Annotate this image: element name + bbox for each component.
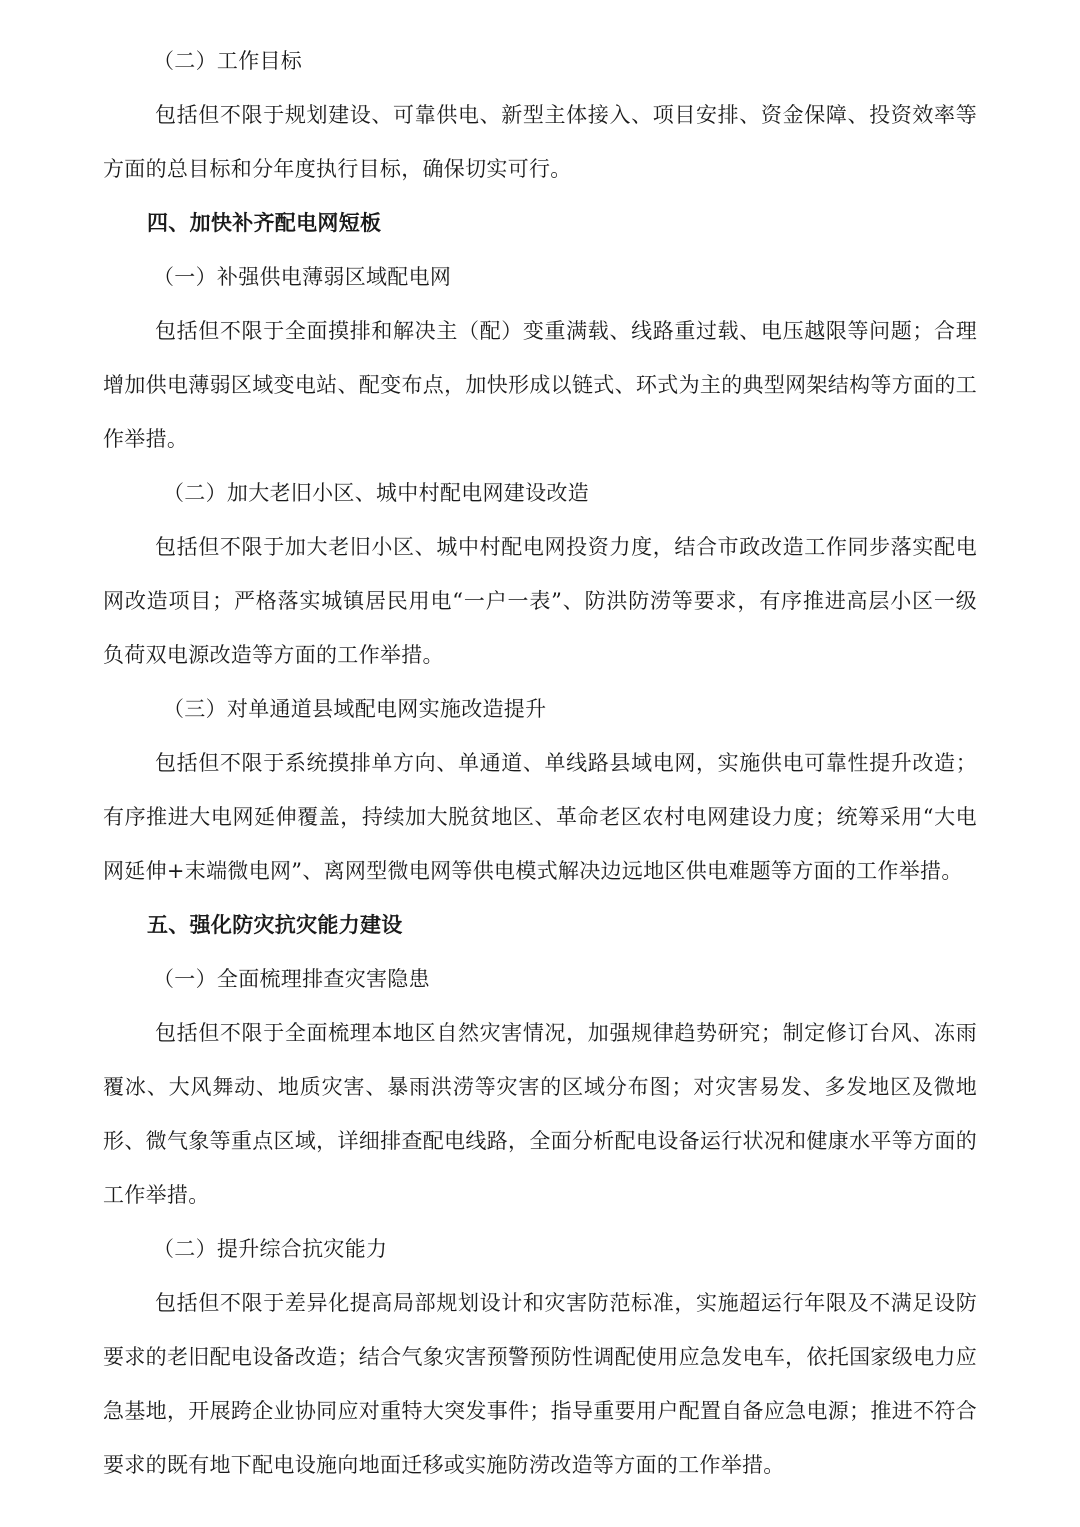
subsection-heading-old-communities: （二）加大老旧小区、城中村配电网建设改造 xyxy=(163,481,589,505)
subsection-heading-hazards: （一）全面梳理排查灾害隐患 xyxy=(153,967,430,991)
paragraph-work-goals: 包括但不限于规划建设、可靠供电、新型主体接入、项目安排、资金保障、投资效率等方面的总目标和分年度执行目标，确保切实可行。 xyxy=(103,103,977,181)
section-heading-4: 四、加快补齐配电网短板 xyxy=(147,211,382,235)
section-heading-5: 五、强化防灾抗灾能力建设 xyxy=(147,913,403,937)
paragraph-old-communities: 包括但不限于加大老旧小区、城中村配电网投资力度，结合市政改造工作同步落实配电网改造项目；严格落实城镇居民用电“一户一表”、防洪防涝等要求，有序推进高层小区一级负荷双电源改造等方面的工作举措。 xyxy=(103,535,977,667)
subsection-heading-work-goals: （二）工作目标 xyxy=(153,49,303,73)
paragraph-weak-areas: 包括但不限于全面摸排和解决主（配）变重满载、线路重过载、电压越限等问题；合理增加供电薄弱区域变电站、配变布点，加快形成以链式、环式为主的典型网架结构等方面的工作举措。 xyxy=(103,319,977,451)
paragraph-disaster-resistance: 包括但不限于差异化提高局部规划设计和灾害防范标准，实施超运行年限及不满足设防要求的老旧配电设备改造；结合气象灾害预警预防性调配使用应急发电车，依托国家级电力应急基地，开展跨企业协同应对重特大突发事件；指导重要用户配置自备应急电源；推进不符合要求的既有地下配电设施向地面迁移或实施防涝改造等方面的工作举措。 xyxy=(103,1291,977,1477)
document-page xyxy=(103,34,977,1492)
subsection-heading-single-channel: （三）对单通道县域配电网实施改造提升 xyxy=(163,697,547,721)
subsection-heading-weak-areas: （一）补强供电薄弱区域配电网 xyxy=(153,265,452,289)
subsection-heading-disaster-resistance: （二）提升综合抗灾能力 xyxy=(153,1237,388,1261)
paragraph-single-channel: 包括但不限于系统摸排单方向、单通道、单线路县域电网，实施供电可靠性提升改造；有序推进大电网延伸覆盖，持续加大脱贫地区、革命老区农村电网建设力度；统筹采用“大电网延伸+末端微电网”、离网型微电网等供电模式解决边远地区供电难题等方面的工作举措。 xyxy=(103,751,977,883)
paragraph-hazards: 包括但不限于全面梳理本地区自然灾害情况，加强规律趋势研究；制定修订台风、冻雨覆冰、大风舞动、地质灾害、暴雨洪涝等灾害的区域分布图；对灾害易发、多发地区及微地形、微气象等重点区域，详细排查配电线路，全面分析配电设备运行状况和健康水平等方面的工作举措。 xyxy=(103,1021,977,1207)
